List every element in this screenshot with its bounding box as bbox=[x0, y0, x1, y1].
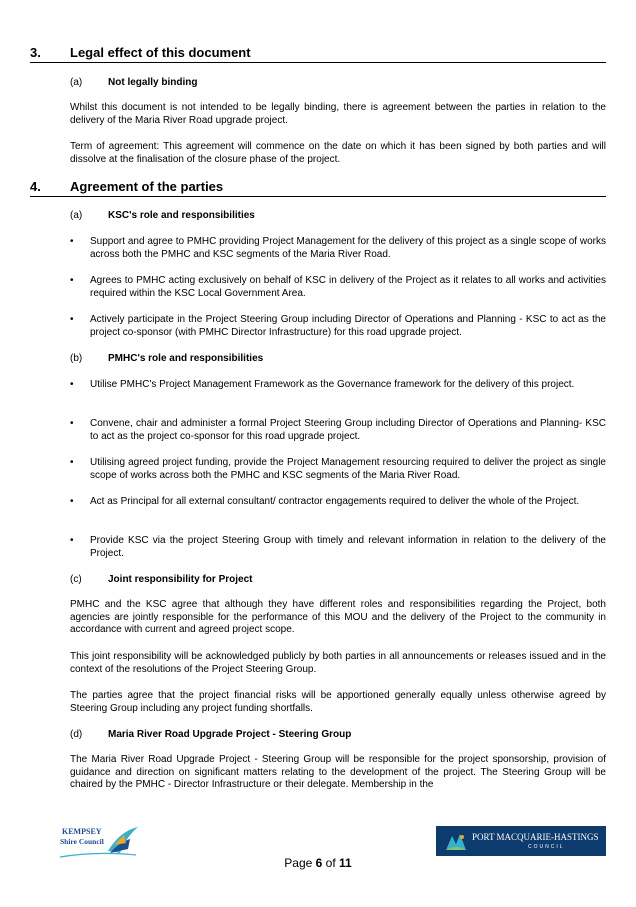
section-number: 4. bbox=[30, 179, 41, 194]
kempsey-shire-council-logo bbox=[58, 823, 140, 859]
list-item-text: Utilising agreed project funding, provide the Project Management resourcing required to deliver the project as single scope of works across both the PMHC and KSC segments of the Maria River Road. bbox=[90, 457, 606, 481]
bullet-icon: • bbox=[70, 418, 74, 429]
logo-text-line2: COUNCIL bbox=[528, 844, 565, 850]
list-item-text: Utilise PMHC's Project Management Framework as the Governance framework for the delivery of this project. bbox=[90, 379, 575, 390]
bullet-icon: • bbox=[70, 496, 74, 507]
bullet-icon: • bbox=[70, 314, 74, 325]
port-macquarie-hastings-logo bbox=[436, 826, 606, 856]
section-3-heading bbox=[30, 45, 606, 63]
page-total: 11 bbox=[339, 856, 352, 870]
paragraph: Whilst this document is not intended to be legally binding, there is agreement between the parties in relation to the delivery of the Maria River Road upgrade project. bbox=[70, 102, 606, 126]
section-title: Legal effect of this document bbox=[70, 45, 251, 60]
logo-text-line2: Shire Council bbox=[60, 837, 104, 846]
page-current: 6 bbox=[315, 856, 323, 870]
section-title: Agreement of the parties bbox=[70, 179, 224, 194]
paragraph: PMHC and the KSC agree that although they have different roles and responsibilities regarding the Project, both agencies are jointly responsible for the performance of this MOU and the delivery of the Project to the community in accordance with current and agreed project scope. bbox=[70, 599, 606, 635]
bullet-icon: • bbox=[70, 535, 74, 546]
list-item-text: Convene, chair and administer a formal Project Steering Group including Director of Operations and Planning- KSC to act as the project co-sponsor for this road upgrade project. bbox=[90, 418, 606, 442]
list-item-text: Provide KSC via the project Steering Group with timely and relevant information in relation to the delivery of the Project. bbox=[90, 535, 606, 559]
paragraph: The parties agree that the project financial risks will be apportioned generally equally unless otherwise agreed by Steering Group including any project funding shortfalls. bbox=[70, 690, 606, 714]
paragraph: Term of agreement: This agreement will commence on the date on which it has been signed by both parties and will dissolve at the finalisation of the closure phase of the project. bbox=[70, 141, 606, 165]
page-prefix: Page bbox=[284, 856, 316, 870]
pmhc-logo-icon bbox=[444, 830, 468, 852]
page-of: of bbox=[322, 856, 340, 870]
logo-text-line1: PORT MACQUARIE-HASTINGS bbox=[472, 832, 599, 842]
paragraph: The Maria River Road Upgrade Project - Steering Group will be responsible for the project sponsorship, provision of guidance and direction on significant matters relating to the development of the project. The Steering Group will be chaired by the PMHC - Director Infrastructure or their delegate. Membership in the bbox=[70, 754, 606, 790]
subsection-title: KSC's role and responsibilities bbox=[108, 210, 255, 221]
subsection-label: (b) bbox=[70, 353, 83, 364]
subsection-title: PMHC's role and responsibilities bbox=[108, 353, 264, 364]
subsection-title: Not legally binding bbox=[108, 77, 198, 88]
list-item-text: Actively participate in the Project Steering Group including Director of Operations and Planning - KSC to act as the project co-sponsor (with PMHC Director Infrastructure) for this road upgrade project. bbox=[90, 314, 606, 338]
list-item-text: Act as Principal for all external consultant/ contractor engagements required to deliver the whole of the Project. bbox=[90, 496, 580, 507]
subsection-title: Joint responsibility for Project bbox=[108, 574, 253, 585]
subsection-title: Maria River Road Upgrade Project - Steering Group bbox=[108, 729, 352, 740]
bullet-icon: • bbox=[70, 236, 74, 247]
bullet-icon: • bbox=[70, 457, 74, 468]
section-4-heading bbox=[30, 179, 606, 197]
list-item-text: Support and agree to PMHC providing Project Management for the delivery of this project as a single scope of works across both the PMHC and KSC segments of the Maria River Road. bbox=[90, 236, 606, 260]
bullet-icon: • bbox=[70, 275, 74, 286]
list-item-text: Agrees to PMHC acting exclusively on behalf of KSC in delivery of the Project as it relates to all works and activities required within the KSC Local Government Area. bbox=[90, 275, 606, 299]
subsection-label: (d) bbox=[70, 729, 83, 740]
bullet-icon: • bbox=[70, 379, 74, 390]
paragraph: This joint responsibility will be acknowledged publicly by both parties in all announcements or releases issued and in the context of the resolutions of the Project Steering Group. bbox=[70, 651, 606, 675]
subsection-label: (a) bbox=[70, 77, 83, 88]
subsection-label: (c) bbox=[70, 574, 82, 585]
logo-text-line1: KEMPSEY bbox=[62, 827, 102, 836]
section-number: 3. bbox=[30, 45, 41, 60]
subsection-label: (a) bbox=[70, 210, 83, 221]
page-number bbox=[0, 856, 636, 870]
